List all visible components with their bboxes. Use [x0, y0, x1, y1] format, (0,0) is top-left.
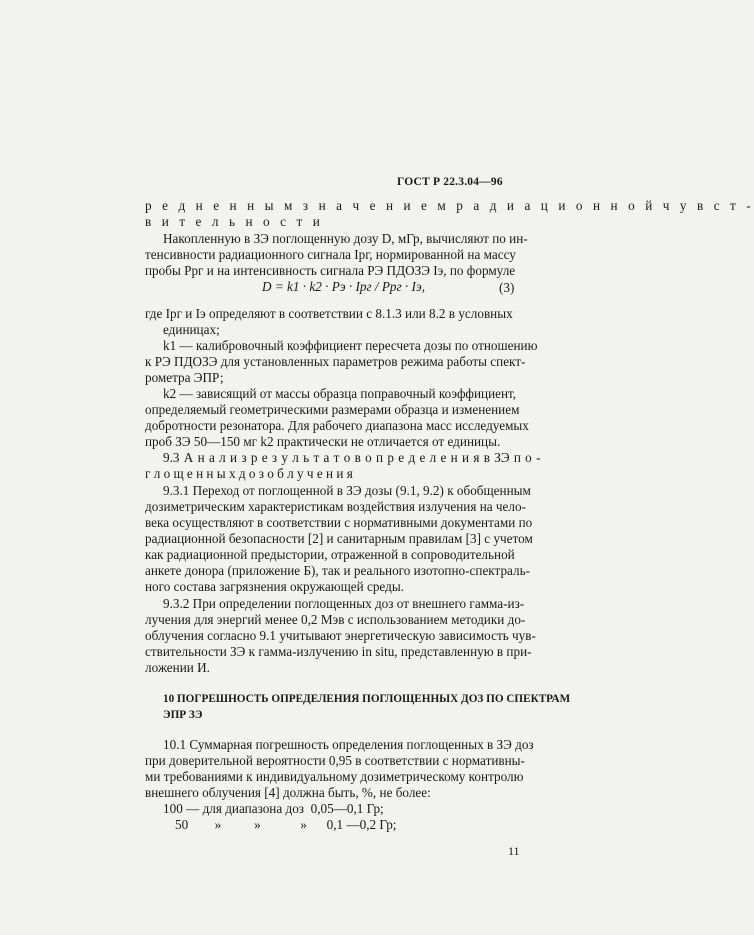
text-line: k2 — зависящий от массы образца поправочный коэффициент, [163, 386, 517, 401]
page-number: 11 [508, 844, 520, 858]
text-line: 10.1 Суммарная погрешность определения поглощенных в ЗЭ доз [163, 737, 534, 752]
text-line: единицах; [163, 322, 220, 337]
text-line: радиационной безопасности [2] и санитарным правилам [3] с учетом [145, 531, 533, 546]
text-line: р е д н е н н ы м з н а ч е н и е м р а д и а ц и о н н о й ч у в с т - [145, 198, 754, 213]
text-line: 9.3.2 При определении поглощенных доз от внешнего гамма-из- [163, 596, 525, 611]
text-line: века осуществляют в соответствии с нормативными документами по [145, 515, 533, 530]
text-line: рометра ЭПР; [145, 370, 224, 385]
text-line: k1 — калибровочный коэффициент пересчета дозы по отношению [163, 338, 538, 353]
text-line: 50 » » » 0,1 —0,2 Гр; [175, 817, 397, 832]
section-heading: ЭПР ЗЭ [163, 709, 203, 721]
text-line: тенсивности радиационного сигнала Iрг, нормированной на массу [145, 247, 516, 262]
text-line: определяемый геометрическими размерами образца и изменением [145, 402, 520, 417]
text-line: облучения согласно 9.1 учитывают энергетическую зависимость чув- [145, 628, 536, 643]
text-line: проб ЗЭ 50—150 мг k2 практически не отличается от единицы. [145, 434, 501, 449]
section-heading: 10 ПОГРЕШНОСТЬ ОПРЕДЕЛЕНИЯ ПОГЛОЩЕННЫХ ДОЗ ПО СПЕКТРАМ [163, 693, 571, 705]
subsection-heading: 9.3 А н а л и з р е з у л ь т а т о в о п р е д е л е н и я в ЗЭ п о - [163, 450, 541, 465]
text-line: ложении И. [145, 660, 210, 675]
text-line: анкете донора (приложение Б), так и реального изотопно-спектраль- [145, 563, 531, 578]
text-line: лучения для энергий менее 0,2 Мэв с использованием методики до- [145, 612, 526, 627]
text-line: ми требованиями к индивидуальному дозиметрическому контролю [145, 769, 524, 784]
text-line: в и т е л ь н о с т и [145, 214, 324, 229]
text-line: к РЭ ПДОЗЭ для установленных параметров режима работы спект- [145, 354, 526, 369]
formula: D = k1 · k2 · Pэ · Iрг / Pрг · Iэ, [262, 279, 426, 294]
text-line: 9.3.1 Переход от поглощенной в ЗЭ дозы (9.1, 9.2) к обобщенным [163, 483, 531, 498]
text-line: внешнего облучения [4] должна быть, %, не более: [145, 785, 431, 800]
subsection-heading: г л о щ е н н ы х д о з о б л у ч е н и я [145, 466, 353, 481]
text-line: добротности резонатора. Для рабочего диапазона масс исследуемых [145, 418, 529, 433]
text-line: при доверительной вероятности 0,95 в соответствии с нормативны- [145, 753, 525, 768]
text-line: дозиметрическим характеристикам воздействия излучения на чело- [145, 499, 526, 514]
text-line: 100 — для диапазона доз 0,05—0,1 Гр; [163, 801, 384, 816]
text-line: как радиационной предыстории, отраженной в сопроводительной [145, 547, 515, 562]
text-line: ствительности ЗЭ к гамма-излучению in situ, представленную в при- [145, 644, 532, 659]
text-line: где Iрг и Iэ определяют в соответствии с 8.1.3 или 8.2 в условных [145, 306, 513, 321]
text-line: ного состава загрязнения окружающей среды. [145, 579, 404, 594]
document-header: ГОСТ Р 22.3.04—96 [397, 176, 503, 188]
equation-number: (3) [499, 280, 515, 295]
text-line: пробы Pрг и на интенсивность сигнала РЭ ПДОЗЭ Iэ, по формуле [145, 263, 516, 278]
text-line: Накопленную в ЗЭ поглощенную дозу D, мГр, вычисляют по ин- [163, 231, 528, 246]
